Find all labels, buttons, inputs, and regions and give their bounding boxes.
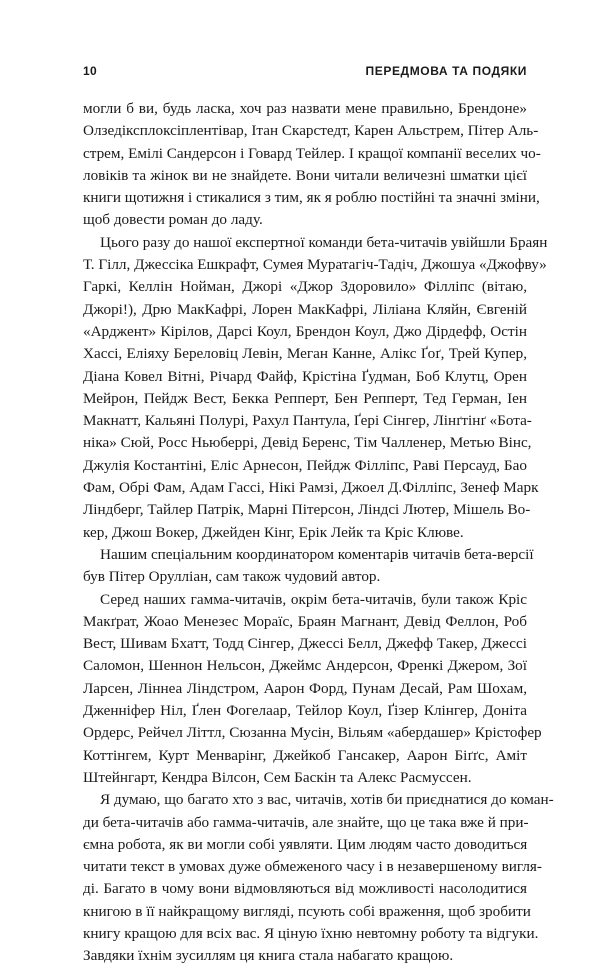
text-line: Коттінгем, Курт Менварінг, Джейкоб Гансакер, Аарон Біґґс, Аміт	[83, 746, 527, 764]
text-line: читати текст в умовах дуже обмеженого часу і в незавершеному вигля-	[83, 858, 542, 876]
text-line: Хассі, Еліяху Береловіц Левін, Меган Канне, Алікс Ґоґ, Трей Купер,	[83, 345, 527, 363]
text-line: Джулія Костантіні, Еліс Арнесон, Пейдж Філліпс, Раві Персауд, Бао	[83, 456, 527, 474]
text-line: стрем, Емілі Сандерсон і Говард Тейлер. І кращої компанії веселих чо-	[83, 144, 541, 162]
text-line: ді. Багато в чому вони відмовляються від можливості насолодитися	[83, 880, 527, 898]
text-line: «Арджент» Кірілов, Дарсі Коул, Брендон Коул, Джо Дірдефф, Остін	[83, 322, 527, 340]
text-line: Завдяки їхнім зусиллям ця книга стала набагато кращою.	[83, 947, 454, 965]
text-line: щоб довести роман до ладу.	[83, 211, 263, 229]
paragraph	[83, 589, 542, 790]
running-head: ПЕРЕДМОВА ТА ПОДЯКИ	[365, 64, 527, 78]
text-line: Серед наших гамма-читачів, окрім бета-читачів, були також Кріс	[100, 590, 527, 608]
text-line: Діана Ковел Вітні, Річард Файф, Крістіна Ґудман, Боб Клутц, Орен	[83, 367, 527, 385]
body-text	[83, 98, 554, 968]
text-line: могли б ви, будь ласка, хоч раз назвати мене правильно, Брендоне»	[83, 100, 527, 117]
text-line: ніка» Сюй, Росс Ньюберрі, Девід Беренс, Тім Чалленер, Метью Вінс,	[83, 434, 532, 452]
text-line: Дженніфер Ніл, Ґлен Фогелаар, Тейлор Коул, Ґізер Клінгер, Доніта	[83, 702, 527, 720]
page-header	[83, 64, 527, 80]
text-line: ди бета-читачів або гамма-читачів, але знайте, що це така вже й при-	[83, 813, 529, 831]
text-line: Макнатт, Кальяні Полурі, Рахул Пантула, Ґері Сінгер, Лінґтінґ «Бота-	[83, 412, 532, 430]
text-line: книгою в її найкращому вигляді, псують собі враження, щоб зробити	[83, 902, 531, 920]
text-line: Вест, Шивам Бхатт, Тодд Сінгер, Джессі Белл, Джефф Такер, Джессі	[83, 635, 527, 653]
text-line: був Пітер Орулліан, сам також чудовий автор.	[83, 568, 381, 586]
text-line: Ордерс, Рейчел Літтл, Сюзанна Мусін, Вільям «абердашер» Крістофер	[83, 724, 542, 742]
text-line: Ліндберг, Тайлер Патрік, Марні Пітерсон, Ліндсі Лютер, Мішель Во-	[83, 501, 531, 519]
text-line: книгу кращою для всіх вас. Я ціную їхню невтомну роботу та відгуки.	[83, 924, 539, 942]
text-line: Я думаю, що багато хто з вас, читачів, хотів би приєднатися до коман-	[100, 791, 554, 809]
text-line: Саломон, Шеннон Нельсон, Джеймс Андерсон, Френкі Джером, Зої	[83, 657, 527, 675]
paragraph	[83, 789, 554, 967]
text-line: Макґрат, Жоао Менезес Мораїс, Браян Магнант, Девід Феллон, Роб	[83, 612, 527, 630]
text-line: кер, Джош Вокер, Джейден Кінг, Ерік Лейк та Кріс Клюве.	[83, 523, 464, 541]
text-line: Гаркі, Келлін Нойман, Джорі «Джор Здоровило» Філліпс (вітаю,	[83, 278, 527, 296]
text-line: Штейнгарт, Кендра Вілсон, Сем Баскін та Алекс Расмуссен.	[83, 768, 472, 786]
text-line: Олзедіксплоксіплентівар, Ітан Скарстедт, Карен Альстрем, Пітер Аль-	[83, 122, 539, 140]
text-line: Фам, Обрі Фам, Адам Гассі, Нікі Рамзі, Джоел Д.Філліпс, Зенеф Марк	[83, 479, 539, 497]
text-line: Т. Гілл, Джессіка Ешкрафт, Сумея Муратагіч-Тадіч, Джошуа «Джофву»	[83, 256, 547, 274]
page-number: 10	[83, 64, 97, 78]
text-line: Цього разу до нашої експертної команди бета-читачів увійшли Браян	[100, 233, 548, 251]
paragraph	[83, 544, 534, 589]
text-line: Джорі!), Дрю МакКафрі, Лорен МакКафрі, Ліліана Кляйн, Євгеній	[83, 300, 527, 318]
text-line: ловіків та жінок ви не знайдете. Вони читали величезні шматки цієї	[83, 166, 527, 184]
text-line: ємна робота, як ви могли собі уявляти. Цим людям часто доводиться	[83, 835, 528, 853]
paragraph	[83, 98, 541, 232]
text-line: Мейрон, Пейдж Вест, Бекка Репперт, Бен Репперт, Тед Герман, Іен	[83, 389, 527, 407]
text-line: Нашим спеціальним координатором коментарів читачів бета-версії	[100, 545, 534, 563]
text-line: Ларсен, Ліннеа Ліндстром, Аарон Форд, Пунам Десай, Рам Шохам,	[83, 679, 527, 697]
text-line: книги щотижня і стикалися з тим, як я роблю постійні та значні зміни,	[83, 189, 540, 207]
paragraph	[83, 232, 548, 544]
